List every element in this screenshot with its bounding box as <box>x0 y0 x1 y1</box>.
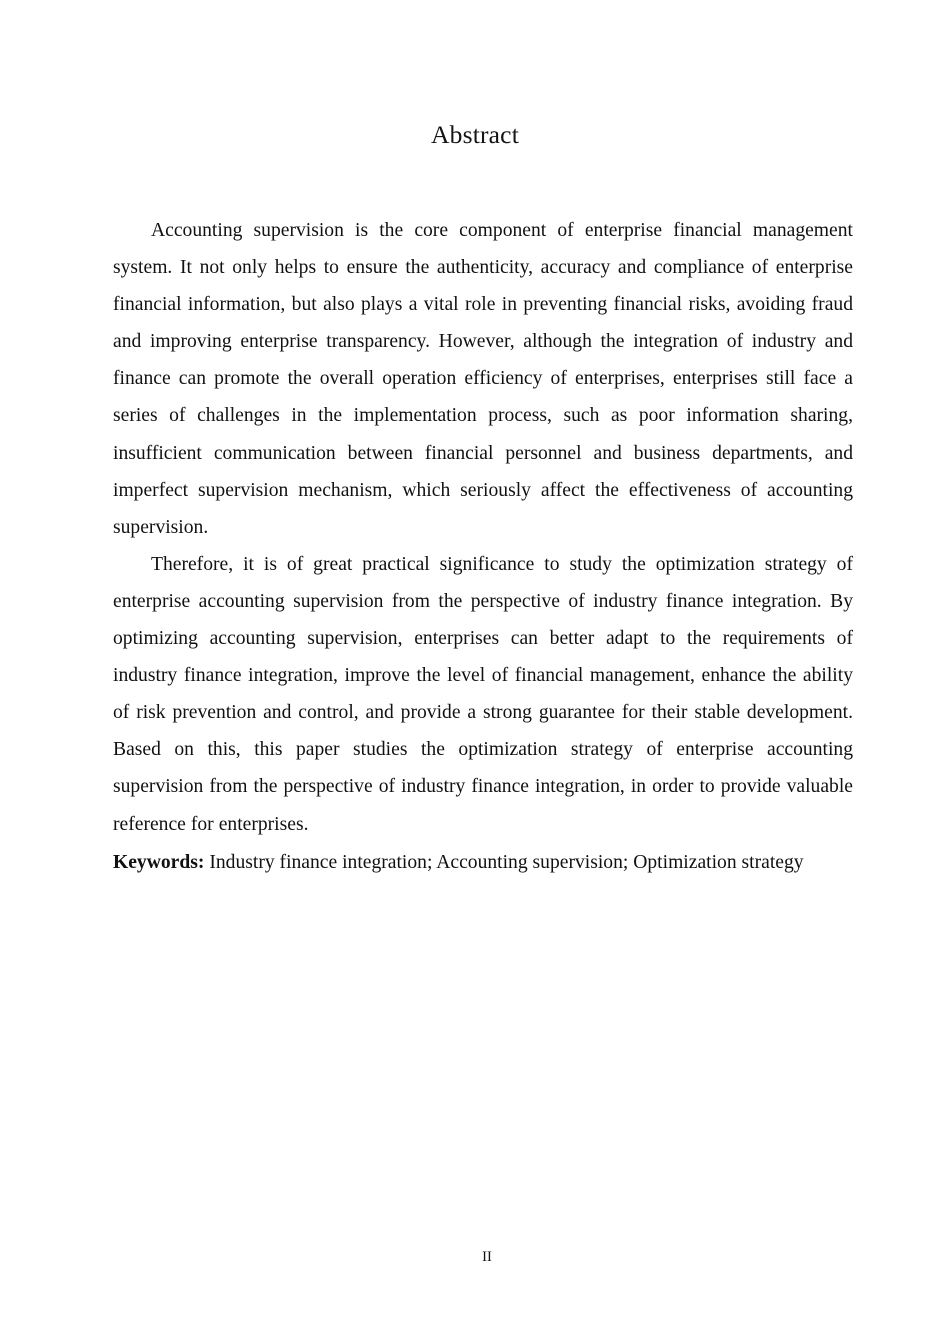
keywords-value: Industry finance integration; Accounting supervision; Optimization strategy <box>204 852 804 873</box>
keywords-line <box>113 849 853 877</box>
abstract-body <box>113 212 853 843</box>
page-title: Abstract <box>431 120 519 149</box>
page-number: II <box>482 1249 492 1265</box>
abstract-paragraph-1: Accounting supervision is the core component of enterprise financial management system. It not only helps to ensure the authenticity, accuracy and compliance of enterprise financial information, but also plays a vital role in preventing financial risks, avoiding fraud and improving enterprise transparency. However, although the integration of industry and finance can promote the overall operation efficiency of enterprises, enterprises still face a series of challenges in the implementation process, such as poor information sharing, insufficient communication between financial personnel and business departments, and imperfect supervision mechanism, which seriously affect the effectiveness of accounting supervision. <box>113 220 853 538</box>
abstract-paragraph-2: Therefore, it is of great practical significance to study the optimization strategy of enterprise accounting supervision from the perspective of industry finance integration. By optimizing accounting supervision, enterprises can better adapt to the requirements of industry finance integration, improve the level of financial management, enhance the ability of risk prevention and control, and provide a strong guarantee for their stable development. Based on this, this paper studies the optimization strategy of enterprise accounting supervision from the perspective of industry finance integration, in order to provide valuable reference for enterprises. <box>113 553 853 835</box>
keywords-label: Keywords: <box>113 852 205 873</box>
